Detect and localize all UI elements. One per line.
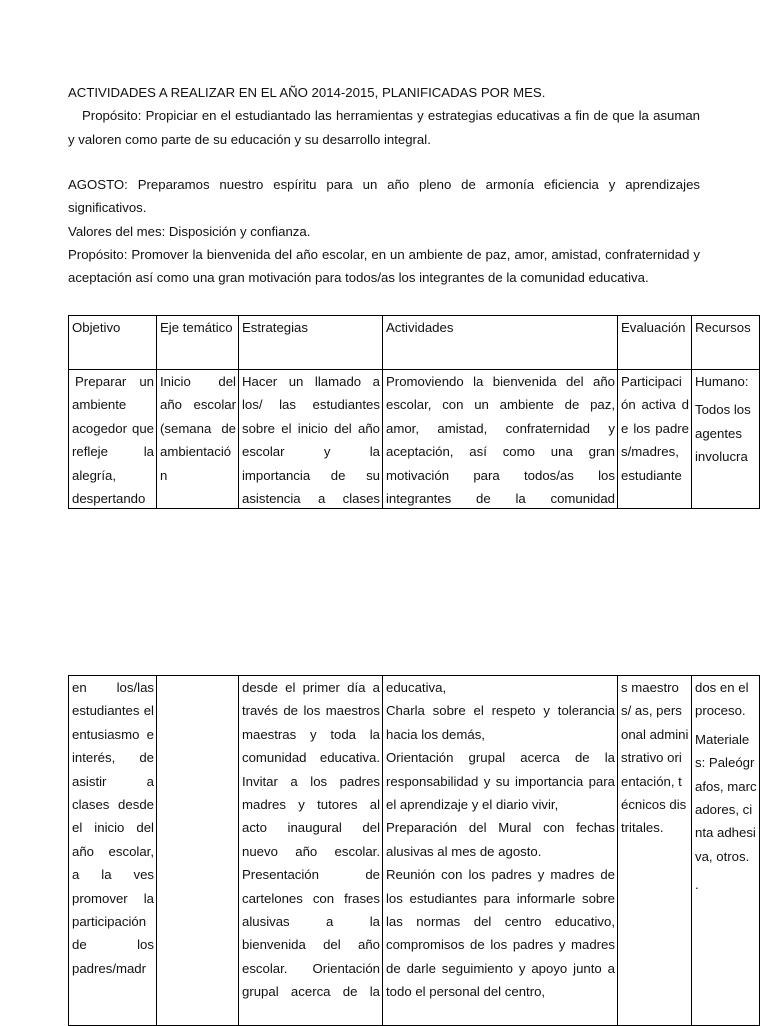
table-row — [69, 370, 760, 509]
month-values: Valores del mes: Disposición y confianza. — [68, 223, 311, 239]
table-header-row — [69, 316, 760, 370]
cell-evaluacion: s maestros/ as, personal administrativo orientación, técnicos distritales. — [621, 680, 689, 836]
cell-objetivo: Preparar un ambiente acogedor que refleje la alegría, despertando — [72, 374, 154, 507]
cell-recursos-label: Humano: — [695, 374, 749, 389]
cell-recursos-text: Todos los agentes involucra — [695, 402, 751, 465]
cell-actividades: Promoviendo la bienvenida del año escolar, con un ambiente de paz, amor, amistad, confraternidad y aceptación, así como una gran motivación para todos/as los integrantes de la comunidad — [386, 374, 615, 507]
activity-item: Reunión con los padres y madres de los estudiantes para informarle sobre las normas del centro educativo, compromisos de los padres y madres de darle seguimiento y apoyo junto a todo el personal del centro, — [386, 867, 615, 1000]
cell-recursos — [695, 676, 757, 1025]
header-actividades: Actividades — [383, 316, 618, 370]
document-title: ACTIVIDADES A REALIZAR EN EL AÑO 2014-2015, PLANIFICADAS POR MES. — [68, 85, 546, 100]
cell-recursos-text: dos en el proceso. — [695, 680, 749, 719]
cell-recursos-materials: Materiales: Paleógrafos, marcadores, cinta adhesiva, otros. — [695, 731, 757, 864]
table-row — [69, 676, 760, 1026]
header-recursos: Recursos — [692, 316, 760, 370]
planning-table-page-2 — [68, 675, 760, 1026]
cell-evaluacion: Participación activa de los padres/madres, estudiante — [621, 374, 689, 483]
cell-recursos — [695, 370, 757, 508]
cell-recursos-dot: . — [695, 877, 699, 893]
activity-item: Charla sobre el respeto y tolerancia hacia los demás, — [386, 703, 615, 742]
cell-estrategias: Hacer un llamado a los/ las estudiantes sobre el inicio del año escolar y la importancia de su asistencia a clases — [242, 374, 380, 507]
header-evaluacion: Evaluación — [618, 316, 692, 370]
header-eje: Eje temático — [157, 316, 239, 370]
month-purpose: Propósito: Promover la bienvenida del año escolar, en un ambiente de paz, amor, amistad, confraternidad y aceptación así como una gran motivación para todos/as los integrantes de la comunidad educativa. — [68, 246, 700, 286]
planning-table-page-1 — [68, 315, 760, 509]
activity-item: educativa, — [386, 680, 447, 695]
header-estrategias: Estrategias — [239, 316, 383, 370]
header-objetivo: Objetivo — [69, 316, 157, 370]
activity-item: Orientación grupal acerca de la responsabilidad y su importancia para el aprendizaje y el diario vivir, — [386, 750, 615, 813]
cell-eje: Inicio del año escolar (semana de ambientación — [160, 374, 236, 483]
cell-eje — [160, 676, 236, 1025]
cell-estrategias: desde el primer día a través de los maestros maestras y toda la comunidad educativa. Invitar a los padres madres y tutores al acto inaugural del nuevo año escolar. Presentación de cartelones con frases alusivas a la bienvenida del año escolar. Orientación grupal acerca de la — [242, 680, 380, 1000]
cell-actividades — [386, 676, 615, 1025]
month-section — [68, 173, 700, 289]
activity-item: Preparación del Mural con fechas alusivas al mes de agosto. — [386, 820, 615, 859]
cell-objetivo: en los/las estudiantes el entusiasmo e interés, de asistir a clases desde el inicio del año escolar, a la ves promover la participación de los padres/madr — [72, 680, 154, 976]
general-purpose: Propósito: Propiciar en el estudiantado las herramientas y estrategias educativas a fin de que la asuman y valoren como parte de su educación y su desarrollo integral. — [68, 108, 700, 147]
document-intro — [68, 81, 700, 151]
month-heading: AGOSTO: Preparamos nuestro espíritu para un año pleno de armonía eficiencia y aprendizajes significativos. — [68, 177, 700, 216]
